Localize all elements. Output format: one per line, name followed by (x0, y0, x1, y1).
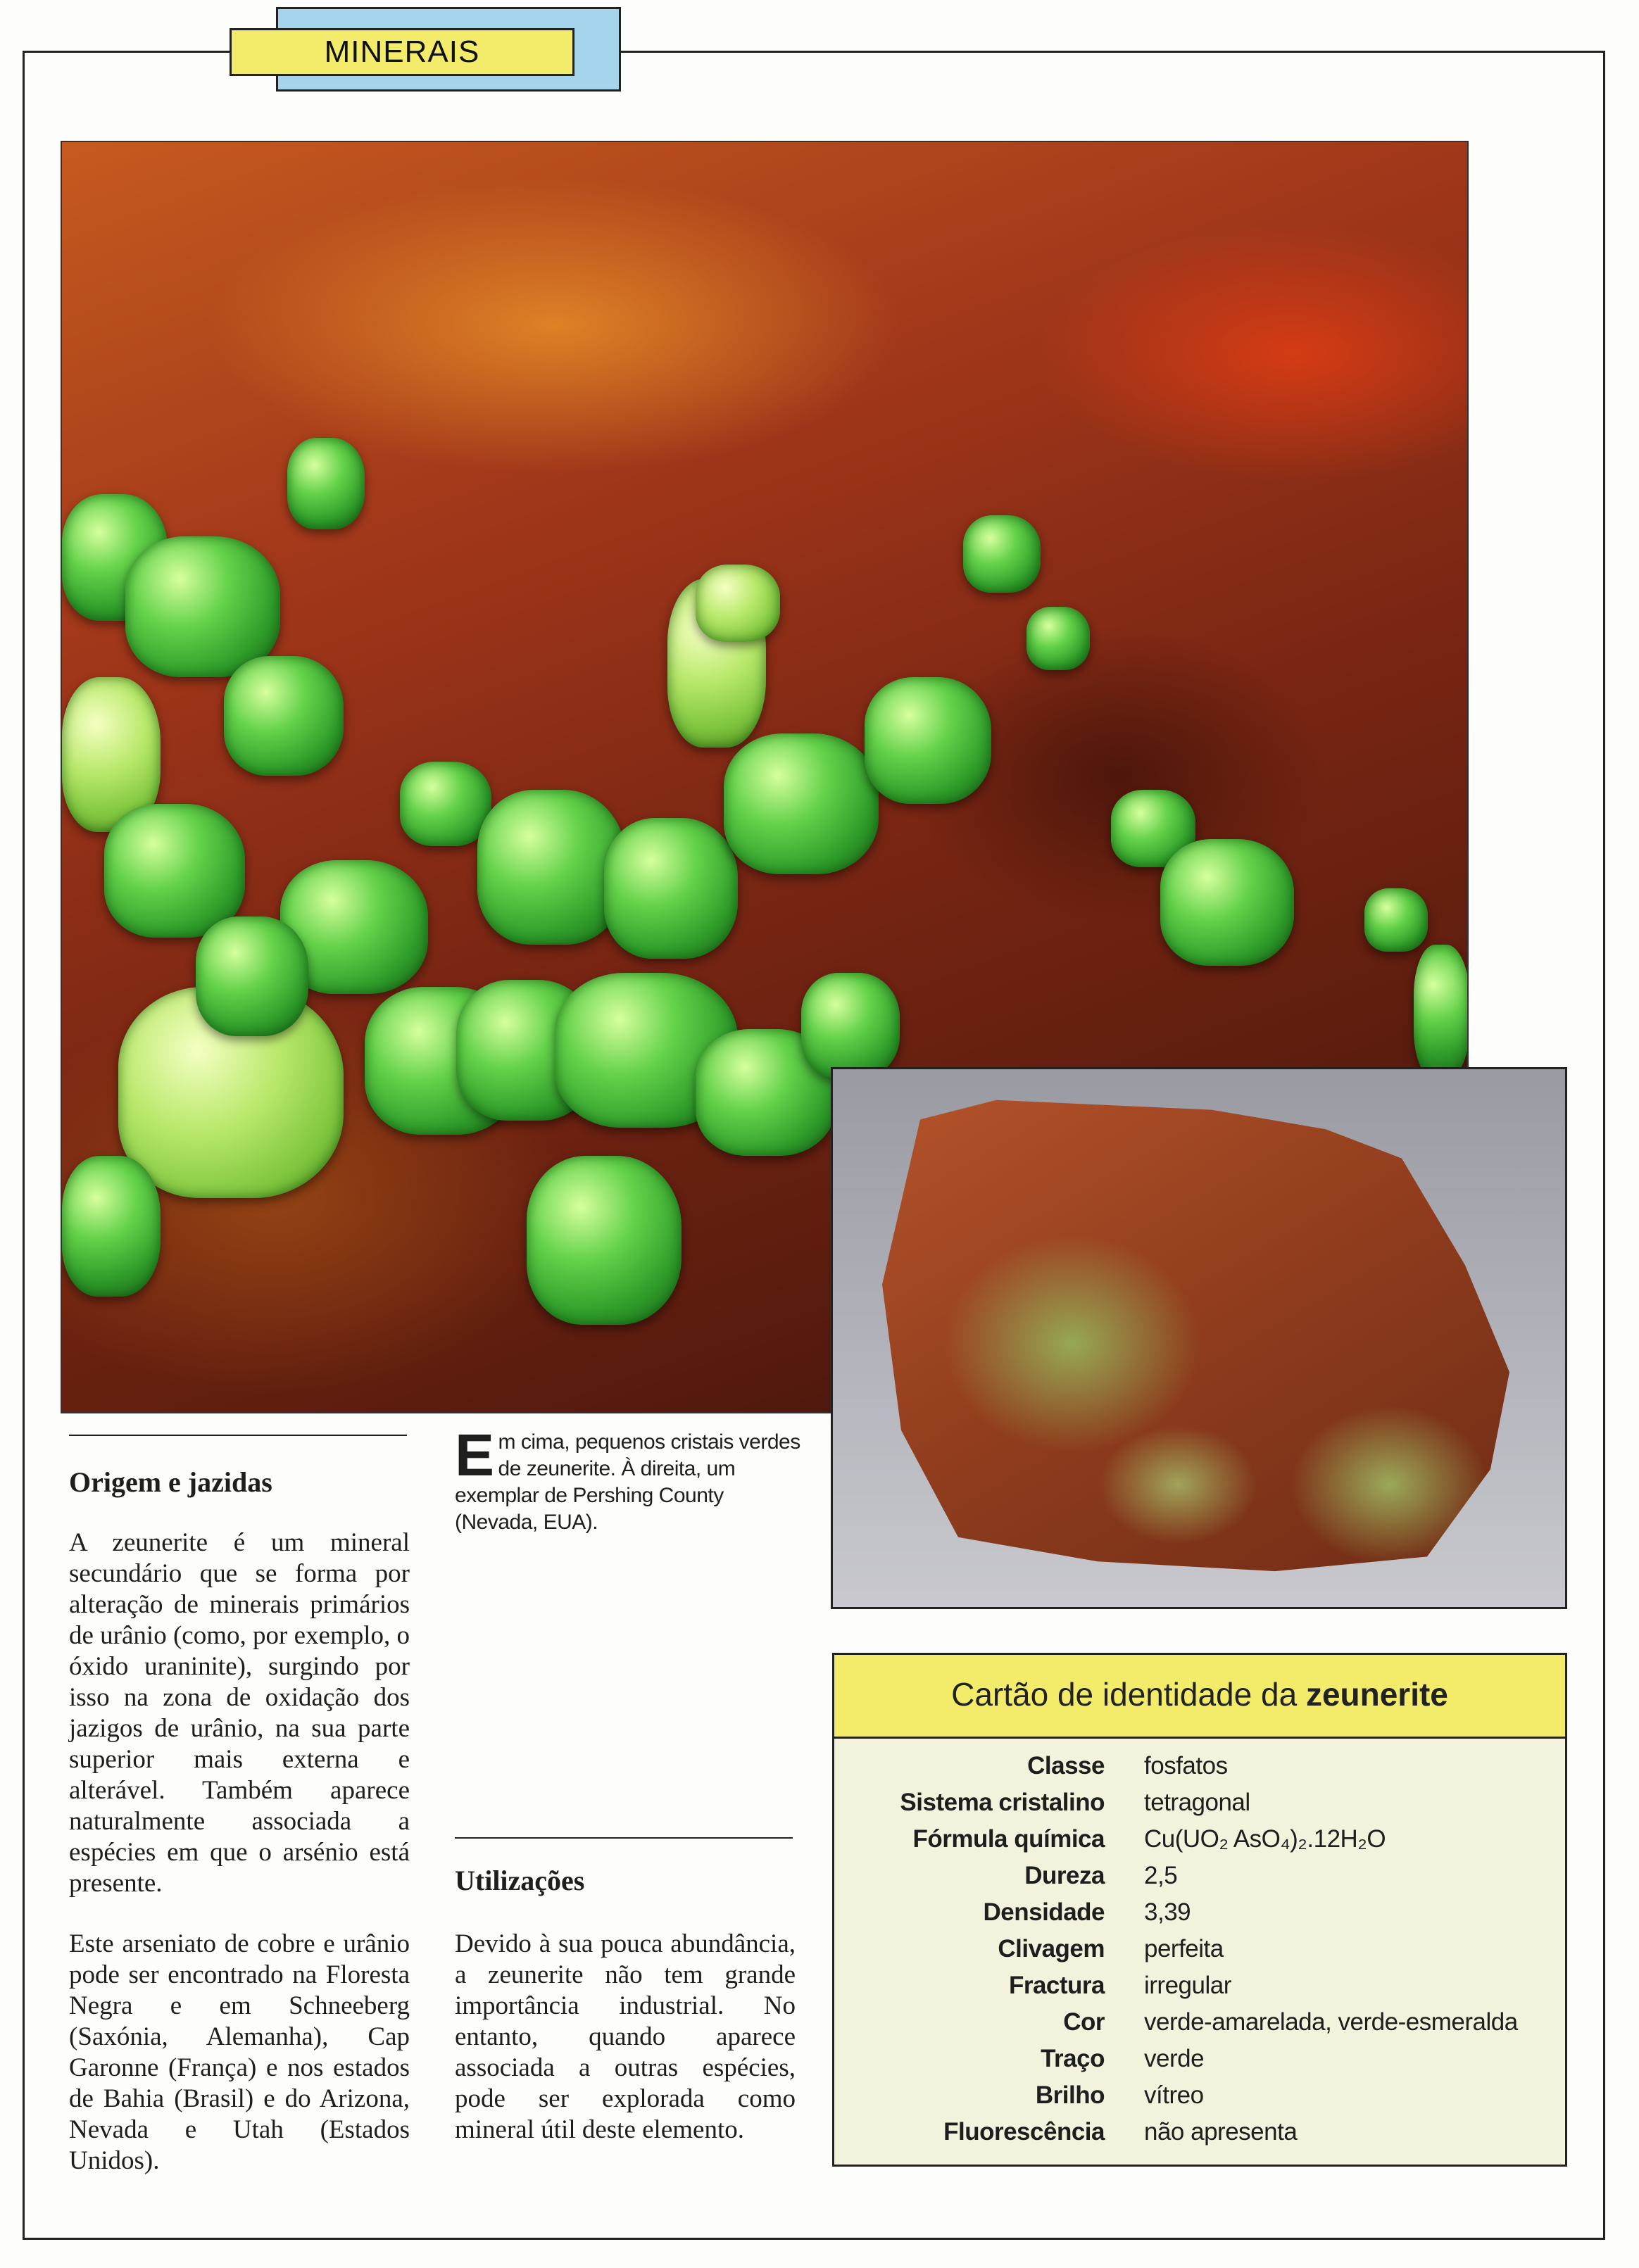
property-label: Densidade (983, 1898, 1105, 1926)
property-value: Cu(UO₂ AsO₄)₂.12H₂O (1144, 1825, 1386, 1853)
crystal (104, 804, 245, 938)
photo-caption (455, 1422, 807, 1536)
property-row (834, 2004, 1565, 2041)
crystal (477, 790, 625, 945)
crystal (125, 536, 280, 677)
card-title-mineral: zeunerite (1305, 1676, 1448, 1713)
identity-card-title (834, 1655, 1565, 1739)
origem-paragraph-1: A zeunerite é um mineral secundário que se forma por alteração de minerais primários de urânio (como, por exemplo, o óxido uraninite), surgindo por isso na zona de oxidação dos jazigos de urânio, na sua parte superior mais externa e alterável. Também aparece naturalmente associada a espécies em que o arsénio está presente. (69, 1528, 410, 1898)
property-row (834, 2041, 1565, 2077)
property-value: fosfatos (1144, 1752, 1228, 1779)
crystal (196, 916, 308, 1036)
property-row (834, 2077, 1565, 2114)
specimen-photo (831, 1067, 1567, 1609)
property-value: irregular (1144, 1972, 1231, 1999)
utilizacoes-paragraph: Devido à sua pouca abundância, a zeunerite não tem grande importância industrial. No entanto, quando aparece associada a outras espécies, pode ser explorada como mineral útil deste elemento. (455, 1929, 796, 2144)
property-list (834, 1748, 1565, 2150)
crystal (527, 1156, 682, 1325)
property-label: Traço (1041, 2045, 1105, 2072)
crystal (1364, 888, 1428, 952)
origem-paragraph-2: Este arseniato de cobre e urânio pode ser encontrado na Floresta Negra e em Schneeberg (Saxónia, Alemanha), Cap Garonne (França) e nos estados de Bahia (Brasil) e do Arizona, Nevada e Utah (Estados Unidos). (69, 1929, 410, 2175)
crystal (1026, 607, 1090, 670)
property-row (834, 2114, 1565, 2150)
identity-card (832, 1653, 1567, 2167)
section-rule (455, 1837, 793, 1839)
property-label: Fluorescência (943, 2118, 1105, 2146)
property-label: Dureza (1024, 1862, 1105, 1889)
crystal (696, 565, 780, 642)
property-value: não apresenta (1144, 2118, 1298, 2146)
property-label: Fractura (1008, 1972, 1105, 1999)
property-value: verde-amarelada, verde-esmeralda (1144, 2008, 1518, 2036)
property-value: perfeita (1144, 1935, 1224, 1963)
property-label: Classe (1027, 1752, 1105, 1779)
card-title-prefix: Cartão de identidade da (951, 1676, 1298, 1713)
origem-heading: Origem e jazidas (69, 1466, 272, 1498)
specimen-rock (882, 1090, 1516, 1576)
crystal (400, 762, 491, 846)
section-tab: MINERAIS (230, 28, 574, 76)
property-label: Cor (1063, 2008, 1105, 2036)
property-value: vítreo (1144, 2081, 1204, 2109)
crystal (224, 656, 344, 776)
crystal (1414, 945, 1469, 1078)
property-row (834, 1784, 1565, 1821)
property-label: Sistema cristalino (900, 1789, 1105, 1816)
property-label: Fórmula química (912, 1825, 1105, 1853)
caption-text: m cima, pequenos cristais verdes de zeunerite. À direita, um exemplar de Pershing County (Nevada, EUA). (455, 1430, 800, 1534)
crystal (1160, 839, 1294, 966)
property-label: Clivagem (998, 1935, 1105, 1963)
property-row (834, 1894, 1565, 1931)
crystal (724, 733, 879, 874)
property-row (834, 1821, 1565, 1858)
crystal (62, 1156, 161, 1297)
crystal (604, 818, 738, 959)
property-label: Brilho (1035, 2081, 1105, 2109)
property-row (834, 1931, 1565, 1967)
crystal (801, 973, 900, 1078)
section-rule (69, 1435, 407, 1436)
property-row (834, 1748, 1565, 1784)
crystal (963, 515, 1041, 593)
property-value: 2,5 (1144, 1862, 1178, 1889)
caption-dropcap: E (455, 1422, 494, 1488)
crystal (287, 438, 365, 529)
property-value: verde (1144, 2045, 1205, 2072)
property-row (834, 1858, 1565, 1894)
property-value: tetragonal (1144, 1789, 1250, 1816)
property-row (834, 1967, 1565, 2004)
utilizacoes-heading: Utilizações (455, 1865, 585, 1896)
property-value: 3,39 (1144, 1898, 1191, 1926)
crystal (865, 677, 991, 804)
